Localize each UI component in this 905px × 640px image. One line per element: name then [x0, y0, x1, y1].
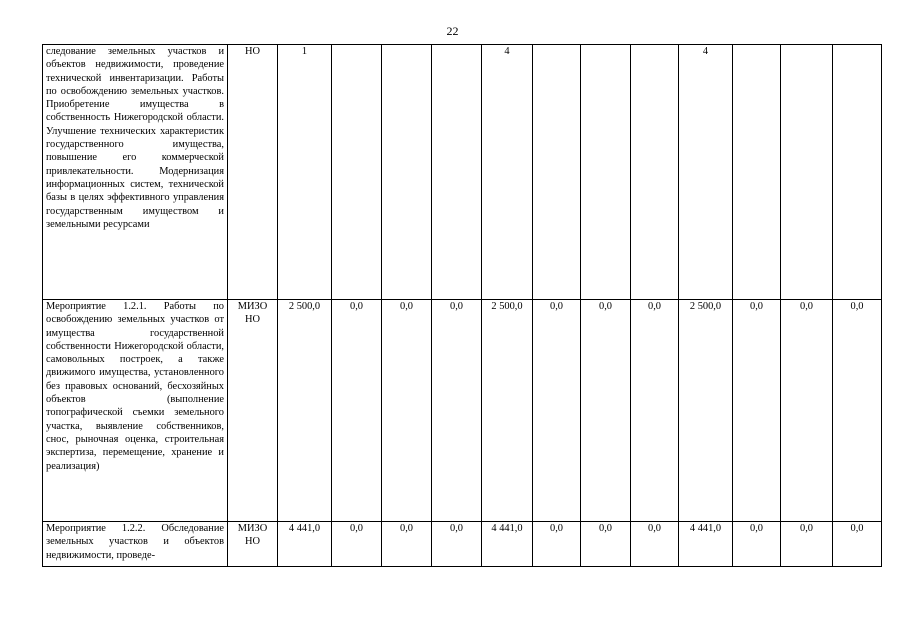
value-cell [332, 45, 382, 300]
value-cell: 0,0 [733, 522, 781, 567]
value-cell: 0,0 [382, 522, 432, 567]
program-activities-table [42, 44, 882, 567]
activity-executor: МИЗО НО [228, 522, 278, 567]
value-cell: 0,0 [382, 300, 432, 522]
value-cell: 0,0 [781, 300, 833, 522]
activity-executor: НО [228, 45, 278, 300]
page-number: 22 [446, 24, 459, 38]
table-row [43, 522, 882, 567]
table-row [43, 45, 882, 300]
value-cell: 4 [482, 45, 533, 300]
value-cell: 2 500,0 [278, 300, 332, 522]
value-cell: 0,0 [332, 522, 382, 567]
value-cell: 0,0 [581, 522, 631, 567]
value-cell: 2 500,0 [679, 300, 733, 522]
value-cell: 0,0 [533, 300, 581, 522]
value-cell: 0,0 [581, 300, 631, 522]
value-cell: 2 500,0 [482, 300, 533, 522]
value-cell: 0,0 [533, 522, 581, 567]
value-cell [533, 45, 581, 300]
activity-description: Мероприятие 1.2.1. Работы по освобождению земельных участков от имущества государственной собственности Нижегородской области, самовольных построек, а также движимого имущества, установленного без правовых оснований, бесхозяйных объектов (выполнение топографической съемки земельного участка, выявление собственников, снос, рыночная оценка, строительная экспертиза, перемещение, хранение и реализация) [43, 300, 228, 522]
activity-description: Мероприятие 1.2.2. Обследование земельных участков и объектов недвижимости, проведе- [43, 522, 228, 567]
value-cell: 4 441,0 [482, 522, 533, 567]
value-cell: 0,0 [432, 522, 482, 567]
value-cell [733, 45, 781, 300]
value-cell: 0,0 [631, 522, 679, 567]
activity-executor: МИЗО НО [228, 300, 278, 522]
activity-description: следование земельных участков и объектов недвижимости, проведение технической инвентаризации. Работы по освобождению земельных участков. Приобретение имущества в собственность Нижегородской области. Улучшение технических характеристик государственного имущества, повышение его коммерческой привлекательности. Модернизация информационных систем, технической базы в целях эффективного управления государственным имуществом и земельными ресурсами [43, 45, 228, 300]
table-row [43, 300, 882, 522]
value-cell [631, 45, 679, 300]
value-cell: 0,0 [833, 300, 882, 522]
value-cell: 0,0 [781, 522, 833, 567]
value-cell: 0,0 [733, 300, 781, 522]
value-cell: 1 [278, 45, 332, 300]
value-cell: 4 441,0 [679, 522, 733, 567]
value-cell [432, 45, 482, 300]
value-cell: 4 [679, 45, 733, 300]
value-cell [382, 45, 432, 300]
value-cell: 0,0 [833, 522, 882, 567]
value-cell: 0,0 [432, 300, 482, 522]
value-cell: 4 441,0 [278, 522, 332, 567]
value-cell: 0,0 [332, 300, 382, 522]
value-cell: 0,0 [631, 300, 679, 522]
value-cell [581, 45, 631, 300]
value-cell [833, 45, 882, 300]
value-cell [781, 45, 833, 300]
